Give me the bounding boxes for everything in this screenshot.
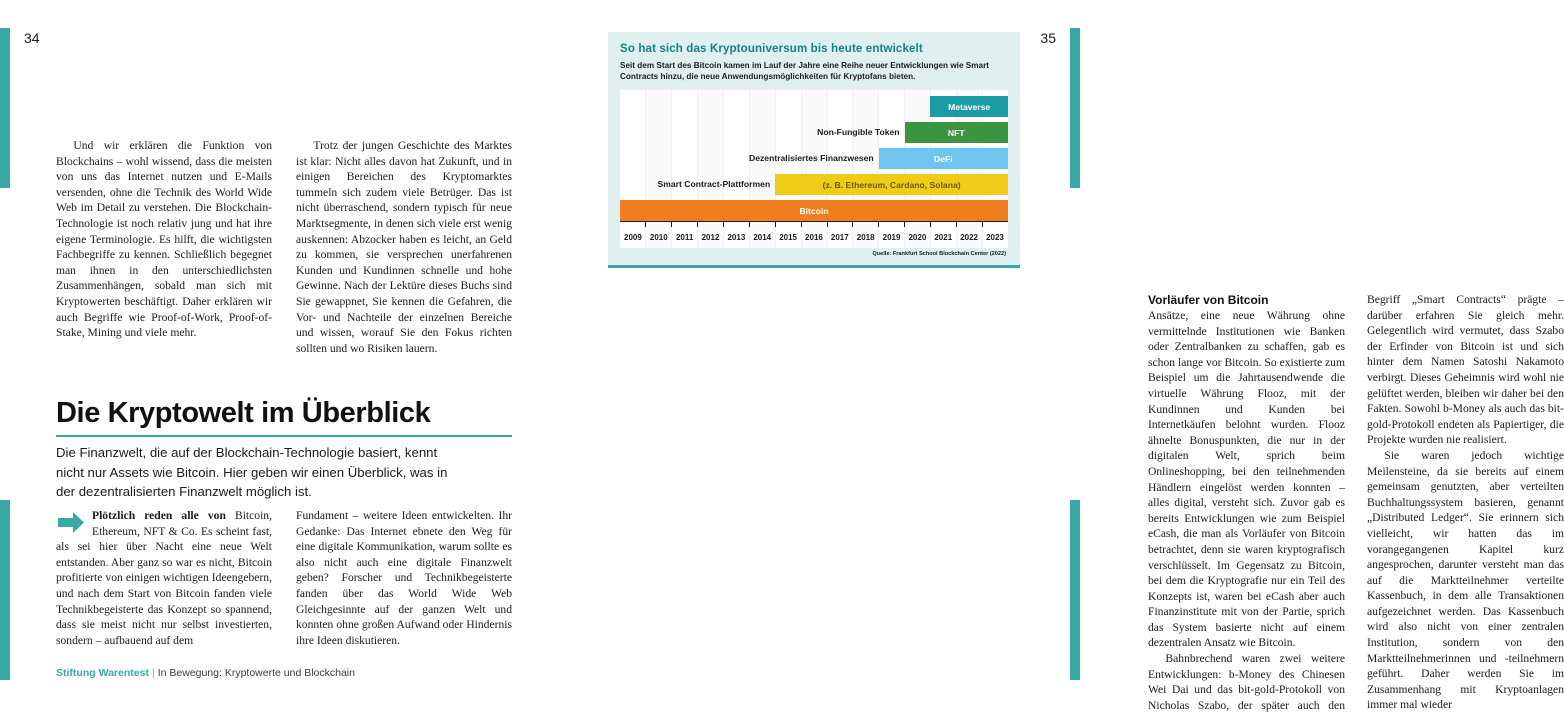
section-paragraph-1-text: Bitcoin, Ethereum, NFT & Co. Es scheint fast, als sei hier über Nacht eine neue Welt entstanden. Aber ganz so war es nicht, Bitcoin profitierte von einigen wichtigen Ideengebern, und nach dem Start von Bitcoin fanden viele Technikbegeisterte das Konzept so spannend, dass sie meist nicht nur selbst investierten, sondern – aufbauend auf dem bbox=[56, 509, 273, 647]
chart-bar-inside-label: DeFi bbox=[934, 153, 953, 164]
chart-axis-tick bbox=[672, 222, 698, 227]
chart-axis-tick bbox=[724, 222, 750, 227]
section-paragraph-2: Fundament – weitere Ideen entwickelten. Ihr Gedanke: Das Internet ebnete den Weg für eine digitale Kommunikation, warum sollte es also nicht auch eine digitale Finanzwelt geben? Forscher und Technikbegeisterte fanden über das World Wide Web Gleichgesinnte auf der ganzen Welt und konnten ohne großen Aufwand oder Hindernis ihre Ideen diskutieren. bbox=[296, 509, 512, 647]
page-left bbox=[0, 0, 540, 704]
chart-axis-tick bbox=[750, 222, 776, 227]
section-paragraph-1 bbox=[56, 508, 272, 648]
right-page-text-block bbox=[1148, 292, 1564, 713]
chart-axis-tick bbox=[983, 222, 1008, 227]
chart-year-label: 2016 bbox=[805, 233, 823, 242]
chart-source: Quelle: Frankfurt School Blockchain Center (2022) bbox=[872, 251, 1006, 257]
chart-axis-tick bbox=[828, 222, 854, 227]
section-deck: Die Finanzwelt, die auf der Blockchain-Technologie basiert, kennt nicht nur Assets wie Bitcoin. Hier geben wir einen Überblick, was in der dezentralisierten Finanzwelt möglich ist. bbox=[56, 445, 448, 499]
right-paragraph-2: Bahnbrechend waren zwei weitere Entwicklungen: b-Money des Chinesen Wei Dai und das bit-gold-Protokoll von Nicholas Szabo, der später auch den Begriff „Smart Contracts“ prägte – darüber erfahren Sie gleich mehr. Gelegentlich wird vermutet, dass Szabo der Erfinder von Bitcoin ist und sich hinter dem Namen Satoshi Nakamoto verbirgt. Dieses Geheimnis wird wohl nie gelüftet werden, bleiben wir daher bei den Fakten. Sowohl b-Money als auch das bit-gold-Protokoll endeten als Papiertiger, die Projekte wurden nie realisiert. bbox=[1148, 293, 1564, 712]
chart-axis-tick bbox=[905, 222, 931, 227]
page-right bbox=[540, 0, 1564, 712]
footer-chapter: In Bewegung: Kryptowerte und Blockchain bbox=[157, 667, 355, 679]
chart-axis-tick bbox=[802, 222, 828, 227]
section-heading-group bbox=[56, 396, 512, 437]
arrow-right-icon bbox=[56, 509, 86, 539]
chart-axis-ticks bbox=[620, 222, 1008, 227]
footer-separator: | bbox=[151, 667, 155, 679]
chart-bar-row bbox=[620, 200, 1008, 221]
infographic-panel bbox=[608, 32, 1020, 268]
intro-text-block bbox=[56, 138, 512, 356]
intro-paragraph-1: Und wir erklären die Funktion von Blockchains – wohl wissend, dass die meisten von uns das Internet nutzen und E-Mails versenden, ohne die Technik des World Wide Web im Detail zu verstehen. Die Blockchain-Technologie ist noch relativ jung und hat ihre eigene Terminologie. Es hilft, die wichtigsten Fachbegriffe zu kennen. Schließlich begegnet man ihnen in den unterschiedlichsten Zusammenhängen, sobald man sich mit Kryptowerten beschäftigt. Daher erklären wir auch Begriffe wie Proof-of-Work, Proof-of-Stake, Mining und viele mehr. bbox=[56, 139, 272, 340]
chart-year-label: 2020 bbox=[908, 233, 927, 242]
page-number-left: 34 bbox=[24, 30, 40, 46]
chart-bar-inside-label: (z. B. Ethereum, Cardano, Solana) bbox=[822, 179, 961, 190]
chart-bar-inside-label: Bitcoin bbox=[799, 205, 829, 216]
chart-bar-inside-label: Metaverse bbox=[948, 101, 991, 112]
chart-bar bbox=[620, 200, 1008, 221]
chart-axis-tick bbox=[620, 222, 646, 227]
chart-bar bbox=[930, 96, 1008, 117]
right-paragraph-1: Ansätze, eine neue Währung ohne vermittelnde Institutionen wie Banken oder Zentralbanken zu schaffen, gab es schon lange vor Bitcoin. So existierte zum Beispiel um die Jahrtausendwende die virtuelle Währung Flooz, mit der Kundinnen und Kunden bei Internetkäufen belohnt wurden. Flooz ähnelte Bonuspunkten, die nur in der digitalen Welt, sprich beim Onlineshopping, bei den teilnehmenden Händlern eingelöst werden konnten – alles digital, versteht sich. Zuvor gab es bereits Entwicklungen wie zum Beispiel eCash, die man als Vorläufer von Bitcoin betrachtet, denn sie waren kryptografisch verschlüsselt. Im Gegensatz zu Bitcoin, bei dem die Kryptografie nur ein Teil des Konzepts ist, waren bei eCash aber auch Finanzinstitute mit von der Partie, sprich das System basierte nicht auf einem dezentralen Ansatz wie Bitcoin. bbox=[1148, 309, 1345, 650]
chart-year-label: 2009 bbox=[624, 233, 642, 242]
chart-bar bbox=[775, 174, 1008, 195]
chart-axis-tick bbox=[931, 222, 957, 227]
intro-paragraph-2: Trotz der jungen Geschichte des Marktes ist klar: Nicht alles davon hat Zukunft, und in einigen Bereichen des Kryptomarktes tummeln sich zudem viele Betrüger. Das ist nicht überraschend, sondern typisch für neue Marktsegmente, in denen sich viele erst wenig auskennen: Abzocker haben es leicht, an Geld zu kommen, sie versprechen unerfahrenen Kunden und Kundinnen schnelle und hohe Gewinne. Nach der Lektüre dieses Buchs sind Sie gewappnet, Sie kennen die Gefahren, die Vor- und Nachteile der einzelnen Bereiche und wissen, worauf Sie den Fokus richten sollten und wo Risiken lauern. bbox=[296, 139, 512, 355]
chart-bar-row bbox=[620, 96, 1008, 117]
chart-year-label: 2019 bbox=[882, 233, 901, 242]
chart-bar-inside-label: NFT bbox=[947, 127, 965, 138]
chart-bar bbox=[879, 148, 1008, 169]
chart-year-label: 2012 bbox=[701, 233, 720, 242]
chart-year-label: 2011 bbox=[675, 233, 694, 242]
section-body-block bbox=[56, 508, 512, 648]
chart-axis-tick bbox=[776, 222, 802, 227]
lead-in-bold: Plötzlich reden alle von bbox=[92, 509, 226, 522]
page-footer bbox=[56, 667, 355, 679]
heading-rule bbox=[56, 435, 512, 437]
timeline-bar-chart bbox=[620, 90, 1008, 248]
chart-axis-tick bbox=[853, 222, 879, 227]
chart-year-labels bbox=[620, 233, 1008, 242]
subsection-heading: Vorläufer von Bitcoin bbox=[1148, 293, 1269, 307]
chart-axis-tick bbox=[879, 222, 905, 227]
infographic-title: So hat sich das Kryptouniversum bis heute entwickelt bbox=[620, 42, 923, 55]
chart-year-label: 2018 bbox=[856, 233, 875, 242]
chart-bar-outside-label: Non-Fungible Token bbox=[817, 127, 900, 137]
chart-axis-tick bbox=[646, 222, 672, 227]
chart-year-label: 2015 bbox=[779, 233, 797, 242]
chart-bar bbox=[905, 122, 1008, 143]
infographic-subtitle: Seit dem Start des Bitcoin kamen im Lauf der Jahre eine Reihe neuer Entwicklungen wie Smart Contracts hinzu, die neue Anwendungsmöglichkeiten für Kryptofans bieten. bbox=[620, 61, 989, 81]
chart-year-label: 2022 bbox=[960, 233, 978, 242]
page-number-right: 35 bbox=[1040, 30, 1056, 46]
chart-bar-outside-label: Smart Contract-Plattformen bbox=[657, 179, 771, 189]
chart-year-label: 2013 bbox=[727, 233, 746, 242]
chart-bar-outside-label: Dezentralisiertes Finanzwesen bbox=[749, 153, 874, 163]
chart-year-label: 2017 bbox=[830, 233, 849, 242]
page-title: Die Kryptowelt im Überblick bbox=[56, 397, 431, 429]
chart-bar-row bbox=[620, 122, 1008, 143]
chart-axis-tick bbox=[698, 222, 724, 227]
chart-year-label: 2014 bbox=[753, 233, 772, 242]
chart-bar-row bbox=[620, 174, 1008, 195]
chart-year-label: 2023 bbox=[986, 233, 1004, 242]
chart-year-label: 2021 bbox=[934, 233, 953, 242]
footer-brand: Stiftung Warentest bbox=[56, 667, 149, 679]
right-paragraph-3: Sie waren jedoch wichtige Meilensteine, da sie bereits auf einem gemeinsam genutzten, aber verteilten Buchhaltungssystem basieren, genannt „Distributed Ledger“. Sie erinnern sich vielleicht, wir hatten das im vorangegangenen Kapitel kurz angesprochen, darunter versteht man das auf die Marktteilnehmer verteilte Kassenbuch, in dem alle Transaktionen aufgezeichnet werden. Das Kassenbuch wird also nicht von einer zentralen Institution, sondern von den Marktteilnehmerinnen und -teilnehmern geführt. Daher werden Sie im Zusammenhang mit Kryptoanlagen immer mal wieder bbox=[1367, 448, 1564, 712]
chart-bar-row bbox=[620, 148, 1008, 169]
chart-bars bbox=[620, 96, 1008, 226]
chart-axis-tick bbox=[957, 222, 983, 227]
chart-year-label: 2010 bbox=[649, 233, 668, 242]
